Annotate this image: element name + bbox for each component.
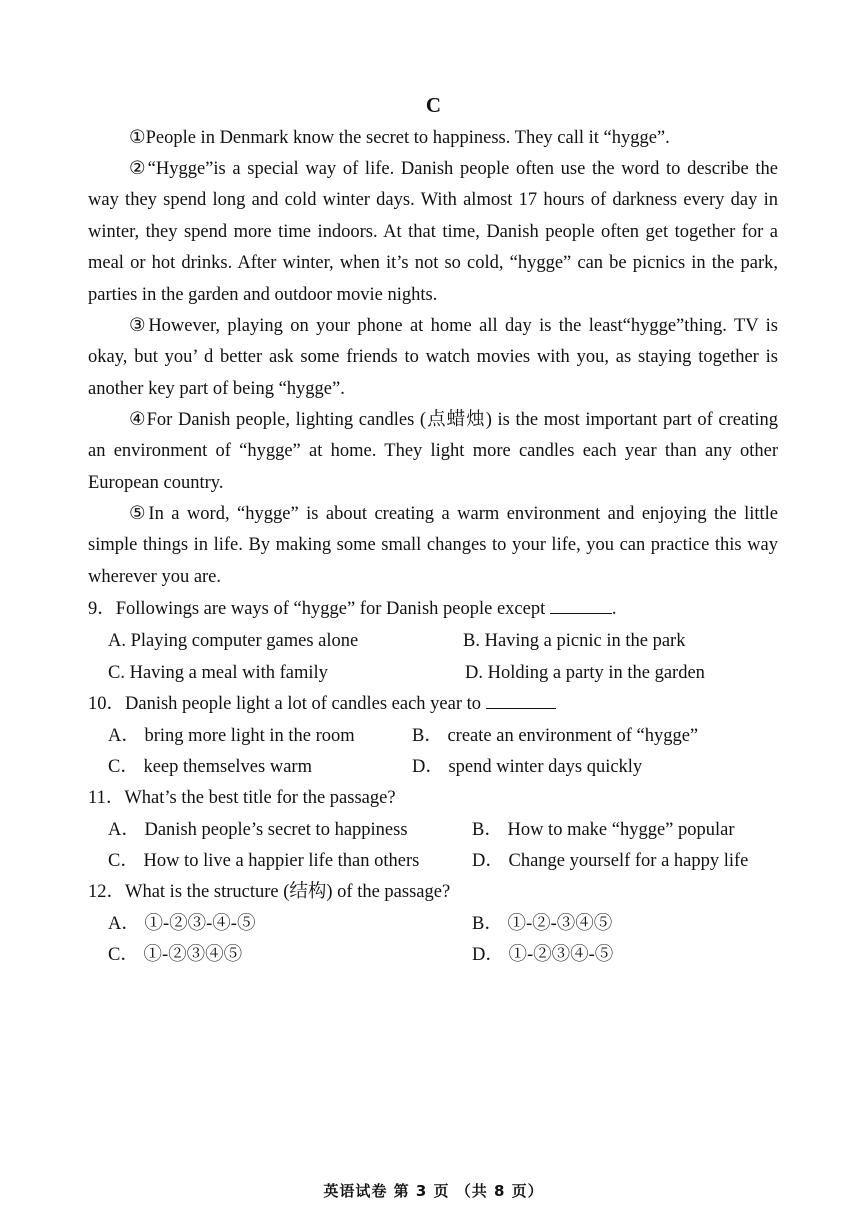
question-stem: 9．Followings are ways of “hygge” for Danish people except — [88, 599, 546, 619]
option-9d: D. Holding a party in the garden — [465, 663, 705, 683]
option-12d: D． ①-②③④-⑤ — [472, 945, 614, 965]
question-9 — [88, 594, 788, 625]
option-10d: D． spend winter days quickly — [412, 757, 643, 777]
section-heading: C — [425, 93, 442, 117]
option-11d: D． Change yourself for a happy life — [472, 851, 749, 871]
page-footer: 英语试卷 第 3 页 （共 8 页） — [323, 1182, 544, 1200]
question-stem: 12．What is the structure (结构) of the passage? — [88, 882, 451, 902]
option-11b: B． How to make “hygge” popular — [472, 820, 735, 840]
option-11a: A． Danish people’s secret to happiness — [108, 820, 408, 840]
paragraph-1: ①People in Denmark know the secret to happiness. They call it “hygge”. — [129, 128, 670, 148]
question-11 — [88, 783, 788, 814]
option-9a: A. Playing computer games alone — [108, 631, 359, 651]
paragraph-3: ③However, playing on your phone at home all day is the least“hygge”thing. TV is okay, but you’ d better ask some friends to watch movies with you, as staying together is another key part of being “hygge”. — [88, 316, 778, 399]
question-end: . — [611, 599, 617, 619]
question-stem: 11．What’s the best title for the passage? — [88, 788, 396, 808]
option-10c: C． keep themselves warm — [108, 757, 312, 777]
option-9b: B. Having a picnic in the park — [463, 631, 686, 651]
question-12 — [88, 877, 788, 908]
answer-blank — [550, 612, 612, 614]
paragraph-5: ⑤In a word, “hygge” is about creating a warm environment and enjoying the little simple things in life. By making some small changes to your life, you can practice this way wherever you are. — [88, 504, 778, 587]
option-11c: C． How to live a happier life than others — [108, 851, 420, 871]
question-stem: 10．Danish people light a lot of candles each year to — [88, 694, 481, 714]
option-10a: A． bring more light in the room — [108, 726, 355, 746]
option-9c: C. Having a meal with family — [108, 663, 328, 683]
answer-blank — [486, 707, 556, 709]
option-12c: C． ①-②③④⑤ — [108, 945, 243, 965]
paragraph-2: ②“Hygge”is a special way of life. Danish people often use the word to describe the way they spend long and cold winter days. With almost 17 hours of darkness every day in winter, they spend more time indoors. At that time, Danish people often get together for a meal or hot drinks. After winter, when it’s not so cold, “hygge” can be picnics in the park, parties in the garden and outdoor movie nights. — [88, 159, 778, 305]
option-12a: A． ①-②③-④-⑤ — [108, 914, 256, 934]
question-10 — [88, 689, 788, 720]
paragraph-4: ④For Danish people, lighting candles (点蜡烛) is the most important part of creating an environment of “hygge” at home. They light more candles each year than any other European country. — [88, 410, 778, 493]
option-10b: B． create an environment of “hygge” — [412, 726, 699, 746]
option-12b: B． ①-②-③④⑤ — [472, 914, 613, 934]
